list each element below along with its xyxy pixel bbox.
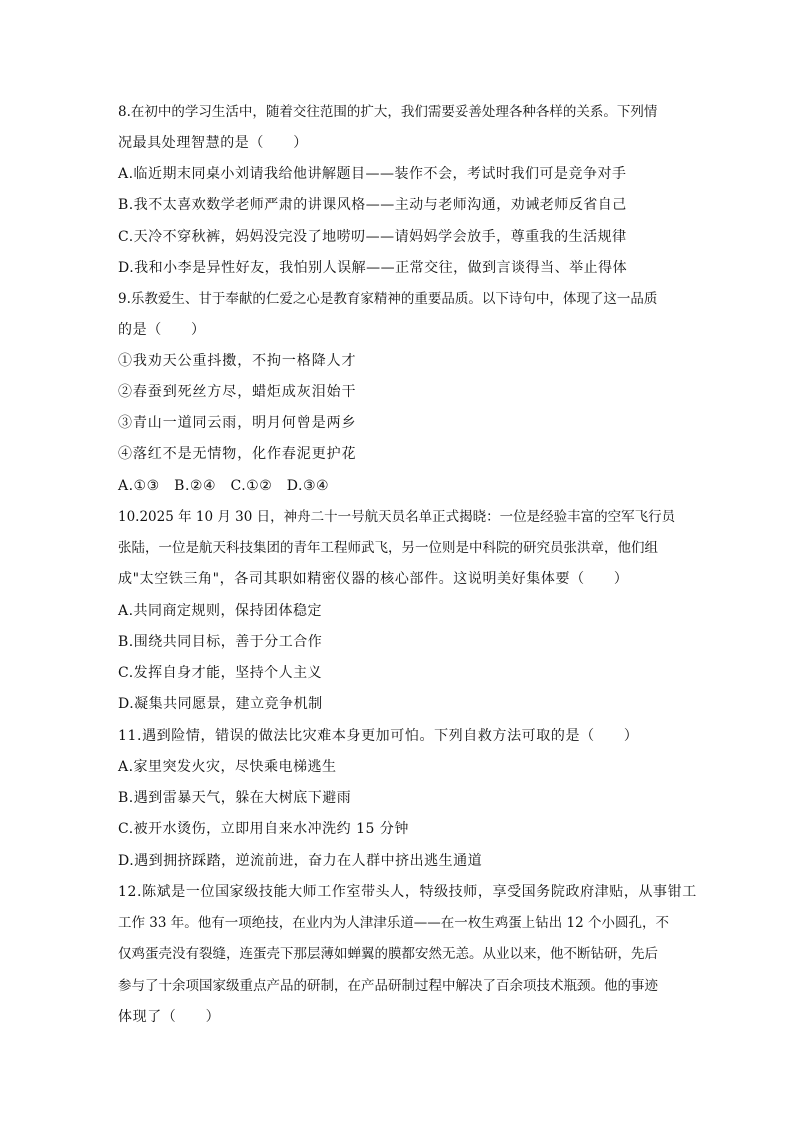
q10-stem-line-2: 张陆，一位是航天科技集团的青年工程师武飞，另一位则是中科院的研究员张洪章，他们组 (118, 540, 658, 556)
q12-stem-line-4: 参与了十余项国家级重点产品的研制，在产品研制过程中解决了百余项技术瓶颈。他的事迹 (118, 978, 658, 994)
q11-option-b: B.遇到雷暴天气，躲在大树底下避雨 (118, 790, 352, 806)
q9-item-3: ③青山一道同云雨，明月何曾是两乡 (118, 415, 357, 431)
q9-item-1: ①我劝天公重抖擞，不拘一格降人才 (118, 353, 357, 369)
q9-item-2: ②春蚕到死丝方尽，蜡炬成灰泪始干 (118, 384, 357, 400)
q11-stem-line-1: 11.遇到险情，错误的做法比灾难本身更加可怕。下列自救方法可取的是（ ） (118, 728, 639, 744)
q12-stem-line-2: 工作 33 年。他有一项绝技，在业内为人津津乐道——在一枚生鸡蛋上钻出 12 个小圆孔，不 (118, 915, 670, 931)
q10-option-d: D.凝集共同愿景，建立竞争机制 (118, 696, 323, 712)
q9-stem-line-2: 的是（ ） (118, 322, 206, 338)
q11-option-d: D.遇到拥挤踩踏，逆流前进，奋力在人群中挤出逃生通道 (118, 853, 483, 869)
q9-item-4: ④落红不是无情物，化作春泥更护花 (118, 446, 357, 462)
q8-option-b: B.我不太喜欢数学老师严肃的讲课风格——主动与老师沟通，劝诫老师反省自己 (118, 197, 627, 213)
q11-option-c: C.被开水烫伤，立即用自来水冲洗约 15 分钟 (118, 821, 409, 837)
q10-option-a: A.共同商定规则，保持团体稳定 (118, 603, 323, 619)
q8-stem-line-2: 况最具处理智慧的是（ ） (118, 135, 308, 151)
q8-option-a: A.临近期末同桌小刘请我给他讲解题目——装作不会，考试时我们可是竞争对手 (118, 166, 627, 182)
q11-option-a: A.家里突发火灾，尽快乘电梯逃生 (118, 759, 337, 775)
q9-stem-line-1: 9.乐教爱生、甘于奉献的仁爱之心是教育家精神的重要品质。以下诗句中，体现了这一品质 (118, 291, 658, 307)
q9-options: A.①③ B.②④ C.①② D.③④ (118, 478, 330, 494)
q8-option-c: C.天冷不穿秋裤，妈妈没完没了地唠叨——请妈妈学会放手，尊重我的生活规律 (118, 229, 627, 245)
q12-stem-line-5: 体现了（ ） (118, 1009, 221, 1025)
q12-stem-line-1: 12.陈斌是一位国家级技能大师工作室带头人，特级技师，享受国务院政府津贴，从事钳工 (118, 884, 697, 900)
q10-stem-line-1: 10.2025 年 10 月 30 日，神舟二十一号航天员名单正式揭晓：一位是经验丰富的空军飞行员 (118, 509, 676, 525)
q10-stem-line-3: 成"太空铁三角"，各司其职如精密仪器的核心部件。这说明美好集体要（ ） (118, 571, 629, 587)
q8-stem-line-1: 8.在初中的学习生活中，随着交往范围的扩大，我们需要妥善处理各种各样的关系。下列情 (118, 104, 658, 120)
q12-stem-line-3: 仅鸡蛋壳没有裂缝，连蛋壳下那层薄如蝉翼的膜都安然无恙。从业以来，他不断钻研，先后 (118, 946, 658, 962)
q10-option-c: C.发挥自身才能，坚持个人主义 (118, 665, 323, 681)
q8-option-d: D.我和小李是异性好友，我怕别人误解——正常交往，做到言谈得当、举止得体 (118, 260, 628, 276)
q10-option-b: B.围绕共同目标，善于分工合作 (118, 634, 323, 650)
